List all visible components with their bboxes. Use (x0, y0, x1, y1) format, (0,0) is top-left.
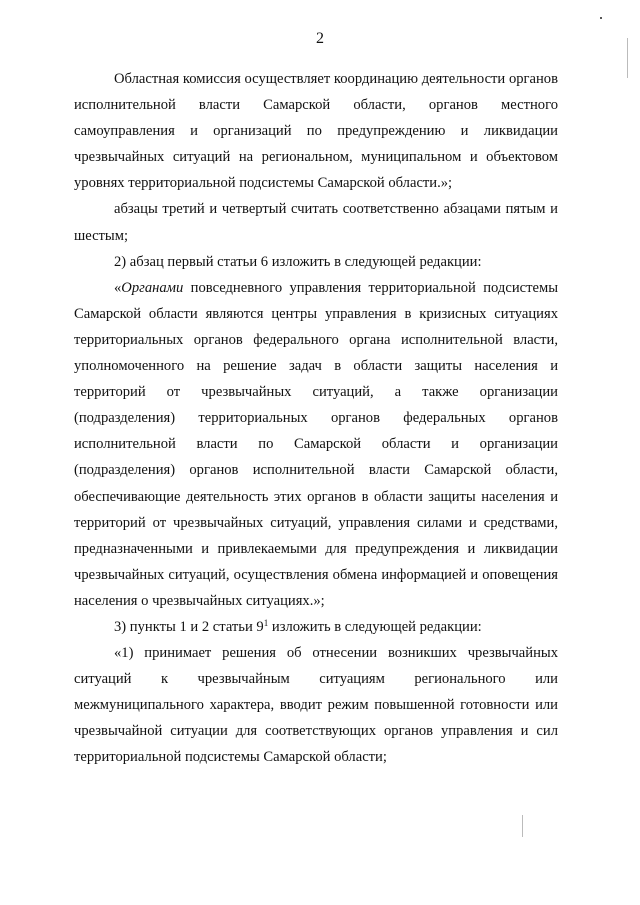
paragraph-5 (74, 614, 558, 640)
page-number: 2 (316, 30, 324, 47)
paragraph-4-text: повседневного управления территориальной подсистемы Самарской области являются центры управления в кризисных ситуациях территориальных органов федерального органа исполнительной власти, уполномоченного на решение задач в области защиты населения и территорий от чрезвычайных ситуаций, а также организации (подразделения) территориальных органов федеральных органов исполнительной власти по Самарской области и организации (подразделения) органов исполнительной власти Самарской области, обеспечивающие деятельность этих органов в области защиты населения и территорий от чрезвычайных ситуаций, управления силами и средствами, предназначенными и привлекаемыми для предупреждения и ликвидации чрезвычайных ситуаций, осуществления обмена информацией и оповещения населения о чрезвычайных ситуациях.»; (74, 279, 558, 609)
paragraph-5-tail: изложить в следующей редакции: (268, 618, 482, 635)
paragraph-1: Областная комиссия осуществляет координацию деятельности органов исполнительной власти Самарской области, органов местного самоуправления и организаций по предупреждению и ликвидации чрезвычайных ситуаций на региональном, муниципальном и объектовом уровнях территориальной подсистемы Самарской области.»; (74, 71, 558, 192)
article-superscript: 1 (263, 617, 269, 628)
document-body (74, 66, 558, 771)
scan-speck (600, 17, 602, 19)
paragraph-3: 2) абзац первый статьи 6 изложить в следующей редакции: (114, 253, 482, 270)
paragraph-2: абзацы третий и четвертый считать соответственно абзацами пятым и шестым; (74, 201, 558, 244)
italic-term: Органами (121, 279, 184, 296)
scan-streak (522, 815, 523, 837)
scan-streak (627, 38, 628, 78)
paragraph-5-text: 3) пункты 1 и 2 статьи 9 (114, 618, 264, 635)
paragraph-4 (74, 275, 558, 614)
opening-quote: « (114, 279, 122, 296)
paragraph-6: «1) принимает решения об отнесении возникших чрезвычайных ситуаций к чрезвычайным ситуациям регионального или межмуниципального характера, вводит режим повышенной готовности или чрезвычайной ситуации для соответствующих органов управления и сил территориальной подсистемы Самарской области; (74, 645, 558, 766)
